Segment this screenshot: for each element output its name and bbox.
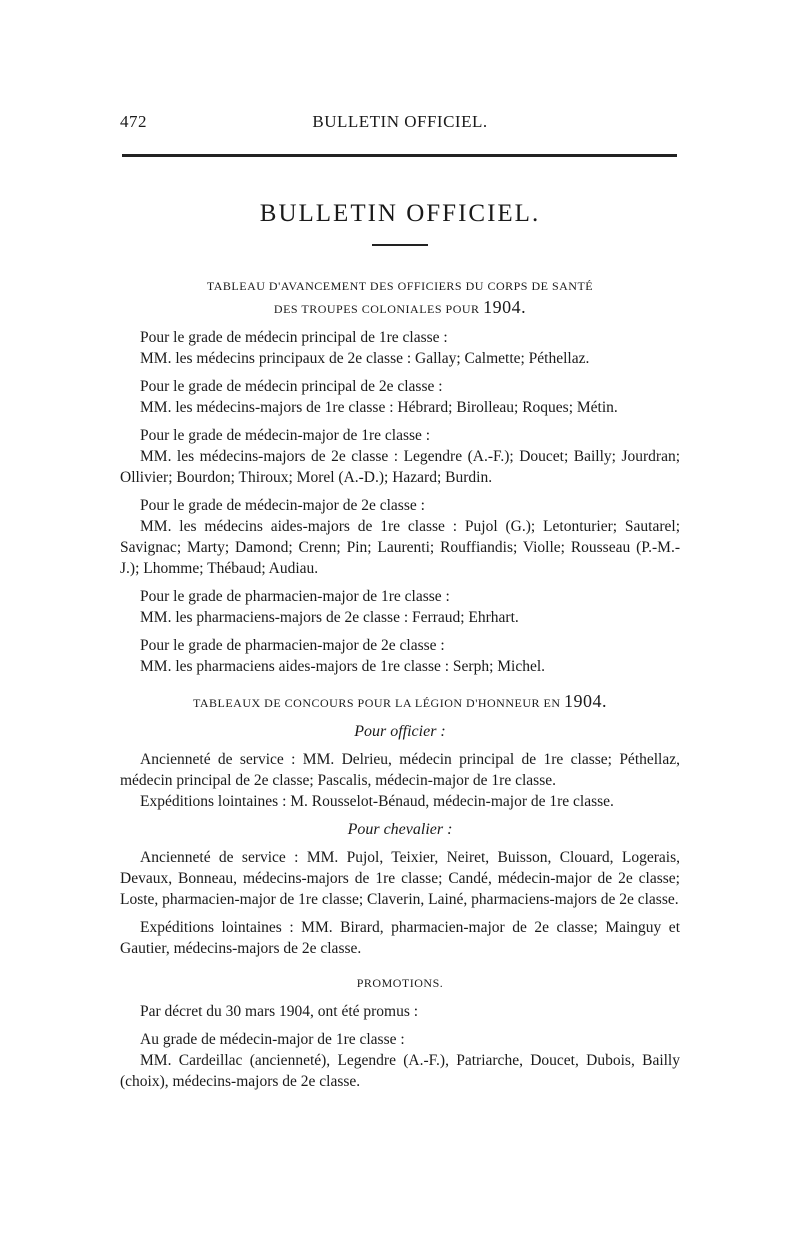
- section-title-year: 1904.: [564, 691, 608, 711]
- section-title-year: 1904.: [483, 297, 527, 317]
- grade-list: MM. les médecins aides-majors de 1re classe : Pujol (G.); Letonturier; Sautarel; Savignac; Marty; Damond; Crenn; Pin; Laurenti; Rouffiandis; Violle; Rousseau (P.-M.-J.); Lhomme; Thébaud; Audiau.: [120, 518, 680, 577]
- section-title-line: [120, 297, 680, 320]
- page-title: BULLETIN OFFICIEL.: [259, 200, 541, 227]
- grade-list: MM. les médecins-majors de 2e classe : Legendre (A.-F.); Doucet; Bailly; Jourdran; Ollivier; Bourdon; Thiroux; Morel (A.-D.); Hazard; Burdin.: [120, 448, 680, 486]
- grade-list: MM. les pharmaciens-majors de 2e classe : Ferraud; Ehrhart.: [140, 609, 519, 626]
- promotion-names: MM. Cardeillac (ancienneté), Legendre (A.-F.), Patriarche, Doucet, Dubois, Bailly (choix), médecins-majors de 2e classe.: [120, 1052, 680, 1090]
- subheading-officier: Pour officier :: [354, 723, 446, 740]
- chevalier-expeditions: Expéditions lointaines : MM. Birard, pharmacien-major de 2e classe; Mainguy et Gautier, médecins-majors de 2e classe.: [120, 919, 680, 957]
- grade-heading: Pour le grade de médecin principal de 1re classe :: [140, 329, 448, 346]
- grade-heading: Pour le grade de pharmacien-major de 2e classe :: [140, 637, 445, 654]
- grade-heading: Pour le grade de médecin-major de 1re classe :: [140, 427, 431, 444]
- running-header: [120, 112, 680, 134]
- grade-list: MM. les pharmaciens aides-majors de 1re classe : Serph; Michel.: [140, 658, 546, 675]
- grade-heading: Pour le grade de pharmacien-major de 1re classe :: [140, 588, 450, 605]
- grade-heading: Pour le grade de médecin-major de 2e classe :: [140, 497, 425, 514]
- running-title: BULLETIN OFFICIEL.: [312, 112, 488, 131]
- officier-anciennete: Ancienneté de service : MM. Delrieu, médecin principal de 1re classe; Péthellaz, médecin principal de 2e classe; Pascalis, médecin-major de 1re classe.: [120, 751, 680, 789]
- section-title-legion-honneur: [120, 691, 680, 714]
- section-title-line: TABLEAU D'AVANCEMENT DES OFFICIERS DU CORPS DE SANTÉ: [206, 279, 594, 293]
- header-rule: [122, 154, 677, 157]
- subheading-chevalier: Pour chevalier :: [347, 821, 453, 838]
- promotion-decree: Par décret du 30 mars 1904, ont été promus :: [140, 1003, 419, 1020]
- page-number: 472: [120, 112, 147, 131]
- chevalier-anciennete: Ancienneté de service : MM. Pujol, Teixier, Neiret, Buisson, Clouard, Logerais, Devaux, Bonneau, médecins-majors de 1re classe; Candé, médecin-major de 2e classe; Loste, pharmacien-major de 1re classe; Claverin, Lainé, pharmaciens-majors de 2e classe.: [120, 849, 680, 908]
- officier-expeditions: Expéditions lointaines : M. Rousselot-Bénaud, médecin-major de 1re classe.: [140, 793, 614, 810]
- document-body: [120, 276, 680, 1092]
- grade-heading: Pour le grade de médecin principal de 2e classe :: [140, 378, 443, 395]
- promotion-grade: Au grade de médecin-major de 1re classe :: [140, 1031, 405, 1048]
- section-title-text: DES TROUPES COLONIALES POUR: [273, 302, 480, 316]
- section-title-promotions: PROMOTIONS.: [356, 976, 444, 990]
- section-title-tableau-avancement: [120, 276, 680, 320]
- grade-list: MM. les médecins-majors de 1re classe : Hébrard; Birolleau; Roques; Métin.: [140, 399, 618, 416]
- title-rule: [372, 244, 428, 246]
- grade-list: MM. les médecins principaux de 2e classe : Gallay; Calmette; Péthellaz.: [140, 350, 590, 367]
- section-title-text: TABLEAUX DE CONCOURS POUR LA LÉGION D'HONNEUR EN: [192, 696, 561, 710]
